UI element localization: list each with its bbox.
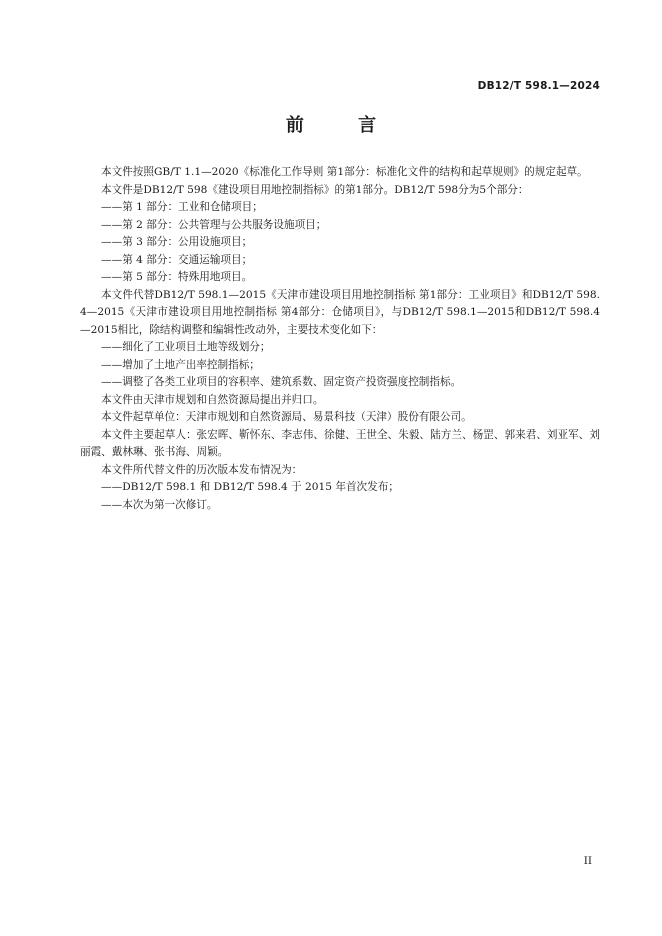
paragraph-replacement: 本文件代替DB12/T 598.1—2015《天津市建设项目用地控制指标 第1部分：工业项目》和DB12/T 598.4—2015《天津市建设项目用地控制指标 第4部分：仓储项目》，与DB12/T 598.1—2015和DB12/T 598.4—2015相比，除结构调整和编辑性改动外，主要技术变化如下： bbox=[80, 288, 600, 336]
list-item-change-2: ——增加了土地产出率控制指标； bbox=[101, 358, 260, 371]
paragraph-drafting-units: 本文件起草单位：天津市规划和自然资源局、易景科技（天津）股份有限公司。 bbox=[101, 411, 472, 423]
list-item-change-3: ——调整了各类工业项目的容积率、建筑系数、固定资产投资强度控制指标。 bbox=[101, 376, 462, 388]
list-item-history-1: ——DB12/T 598.1 和 DB12/T 598.4 于 2015 年首次发布； bbox=[101, 481, 399, 493]
paragraph-part-intro: 本文件是DB12/T 598《建设项目用地控制指标》的第1部分。DB12/T 598分为5个部分： bbox=[101, 183, 529, 196]
list-item-part-4: ——第 4 部分：交通运输项目； bbox=[101, 253, 253, 266]
paragraph-drafting-rules: 本文件按照GB/T 1.1—2020《标准化工作导则 第1部分：标准化文件的结构和起草规则》的规定起草。 bbox=[101, 166, 588, 178]
page-number: II bbox=[583, 855, 592, 867]
list-item-part-5: ——第 5 部分：特殊用地项目。 bbox=[101, 271, 253, 283]
list-item-part-2: ——第 2 部分：公共管理与公共服务设施项目； bbox=[101, 218, 327, 231]
list-item-history-2: ——本次为第一次修订。 bbox=[101, 498, 218, 511]
paragraph-history-intro: 本文件所代替文件的历次版本发布情况为： bbox=[101, 463, 303, 476]
foreword-body bbox=[80, 164, 600, 514]
page-title: 前 言 bbox=[285, 115, 401, 136]
list-item-part-1: ——第 1 部分：工业和仓储项目； bbox=[101, 201, 263, 213]
list-item-part-3: ——第 3 部分：公用设施项目； bbox=[101, 236, 253, 248]
list-item-change-1: ——细化了工业项目土地等级划分； bbox=[101, 341, 271, 353]
document-code: DB12/T 598.1—2024 bbox=[477, 80, 600, 92]
paragraph-drafters: 本文件主要起草人：张宏晖、靳怀东、李志伟、徐健、王世全、朱毅、陆方兰、杨罡、郭来君、刘亚军、刘丽霞、戴林琳、张书海、周颖。 bbox=[80, 428, 600, 458]
paragraph-proposer: 本文件由天津市规划和自然资源局提出并归口。 bbox=[101, 393, 324, 406]
